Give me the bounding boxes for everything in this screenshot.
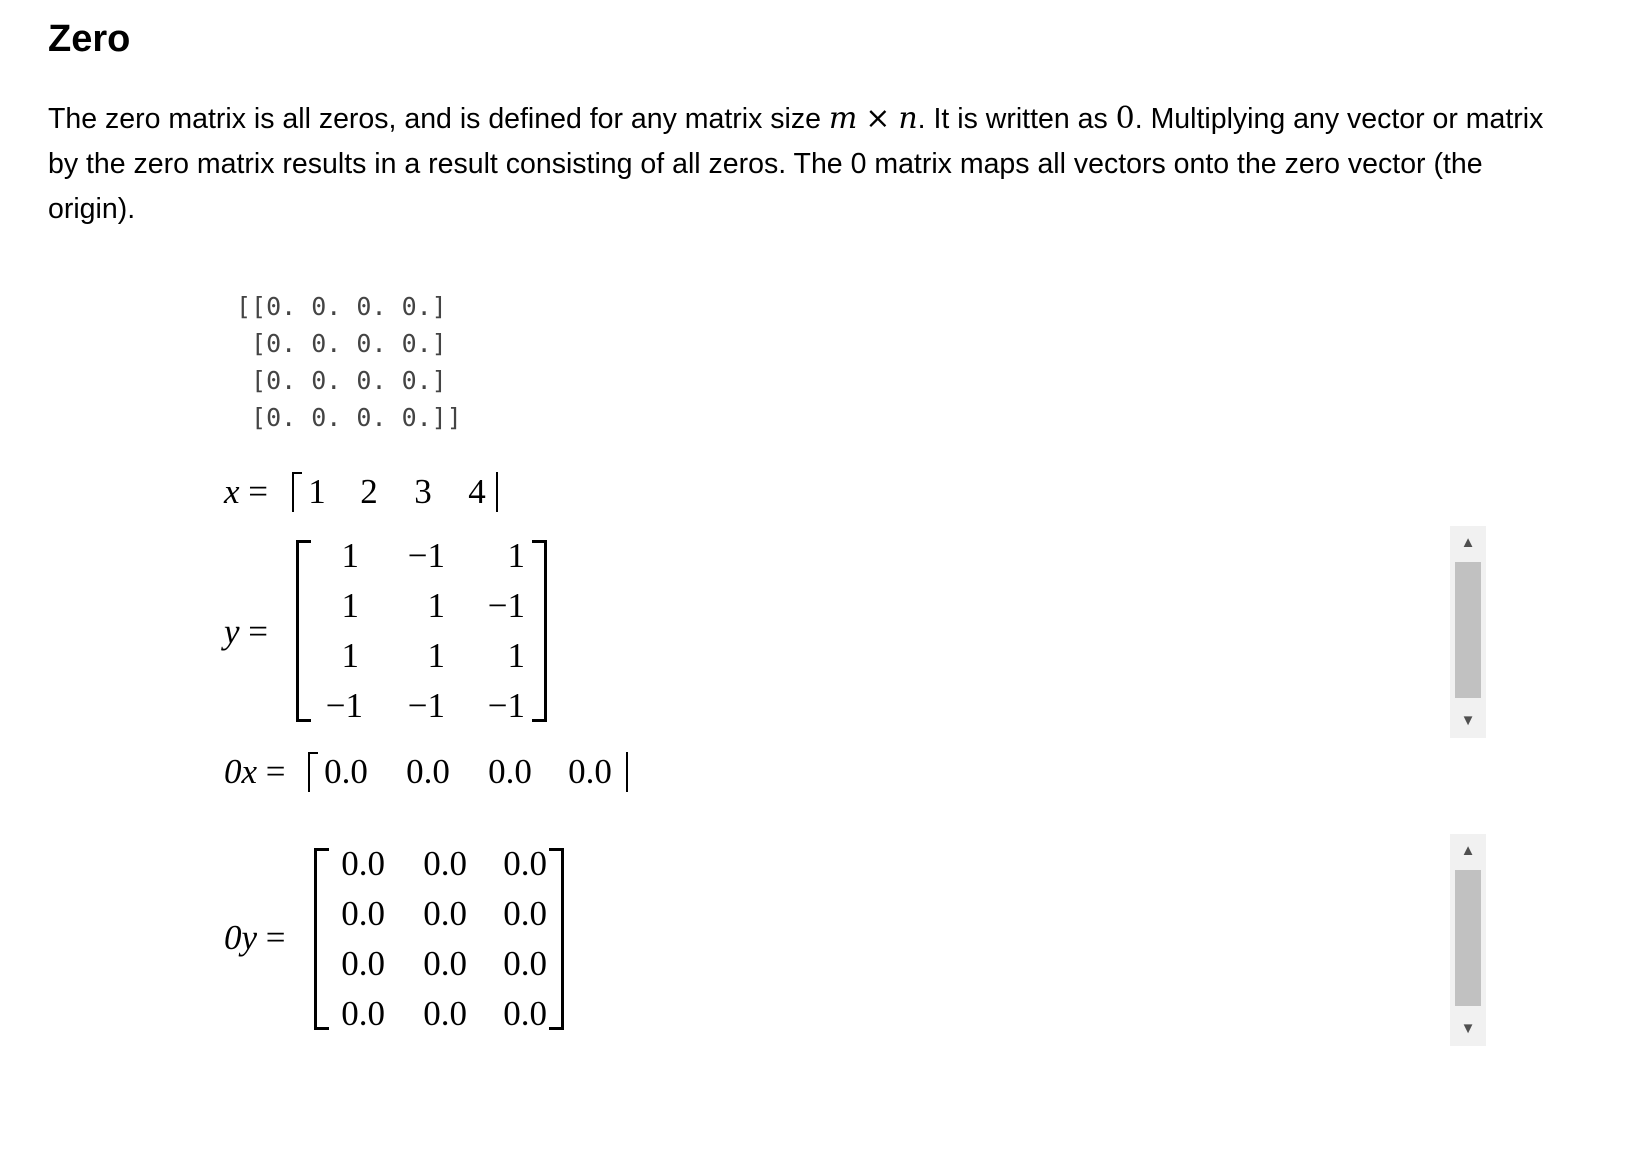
y-output-scrollbar[interactable] [1450, 526, 1486, 738]
zy-matrix-cell: 0.0 [503, 844, 547, 883]
y-matrix-cell: 1 [427, 586, 445, 625]
zx-value: 0.0 [488, 752, 532, 791]
y-matrix-cell: −1 [487, 686, 525, 725]
zy-matrix-cell: 0.0 [341, 994, 385, 1033]
y-matrix-cell: −1 [325, 686, 363, 725]
y-equation-label: y = [224, 612, 269, 651]
scrollbar-thumb[interactable] [1455, 562, 1481, 698]
zx-vector [308, 752, 628, 792]
x-vector [292, 472, 498, 512]
y-matrix-cell: 1 [507, 536, 525, 575]
zx-value: 0.0 [324, 752, 368, 791]
zero-description: The zero matrix is all zeros, and is defined for any matrix size m × n. It is written as 0. Multiplying any vector or matrix by the zero matrix results in a result consisting of all zeros. The 0 matrix maps all vectors onto the zero vector (the origin). [48, 101, 1544, 225]
zy-matrix-cell: 0.0 [341, 944, 385, 983]
zy-matrix-cell: 0.0 [503, 944, 547, 983]
scroll-down-icon[interactable]: ▼ [1460, 712, 1476, 729]
y-matrix-cell: −1 [407, 536, 445, 575]
y-matrix-cell: 1 [341, 536, 359, 575]
zy-matrix [314, 844, 564, 1033]
code-output: [[0. 0. 0. 0.] [0. 0. 0. 0.] [0. 0. 0. 0.] [0. 0. 0. 0.]] [236, 292, 462, 432]
zy-matrix-cell: 0.0 [423, 944, 467, 983]
scroll-down-icon[interactable]: ▼ [1460, 1020, 1476, 1037]
y-matrix-cell: 1 [427, 636, 445, 675]
zy-matrix-cell: 0.0 [423, 894, 467, 933]
zx-value: 0.0 [406, 752, 450, 791]
zy-matrix-cell: 0.0 [341, 844, 385, 883]
x-equation-label: x = [224, 472, 269, 511]
zy-output-scrollbar[interactable] [1450, 834, 1486, 1046]
y-matrix-cell: 1 [341, 636, 359, 675]
scroll-up-icon[interactable]: ▲ [1460, 534, 1476, 551]
y-matrix [296, 536, 547, 725]
y-matrix-cell: 1 [507, 636, 525, 675]
zy-matrix-cell: 0.0 [503, 994, 547, 1033]
zx-equation-label: 0x = [224, 752, 286, 791]
section-heading: Zero [48, 18, 131, 60]
scroll-up-icon[interactable]: ▲ [1460, 842, 1476, 859]
zy-matrix-cell: 0.0 [423, 994, 467, 1033]
zy-matrix-cell: 0.0 [341, 894, 385, 933]
x-value: 1 [308, 472, 326, 511]
scrollbar-thumb[interactable] [1455, 870, 1481, 1006]
y-matrix-cell: −1 [407, 686, 445, 725]
x-value: 3 [414, 472, 432, 511]
y-matrix-cell: −1 [487, 586, 525, 625]
zy-equation-label: 0y = [224, 918, 286, 957]
x-value: 2 [360, 472, 378, 511]
x-value: 4 [468, 472, 486, 511]
zx-value: 0.0 [568, 752, 612, 791]
y-matrix-cell: 1 [341, 586, 359, 625]
zy-matrix-cell: 0.0 [423, 844, 467, 883]
zy-matrix-cell: 0.0 [503, 894, 547, 933]
